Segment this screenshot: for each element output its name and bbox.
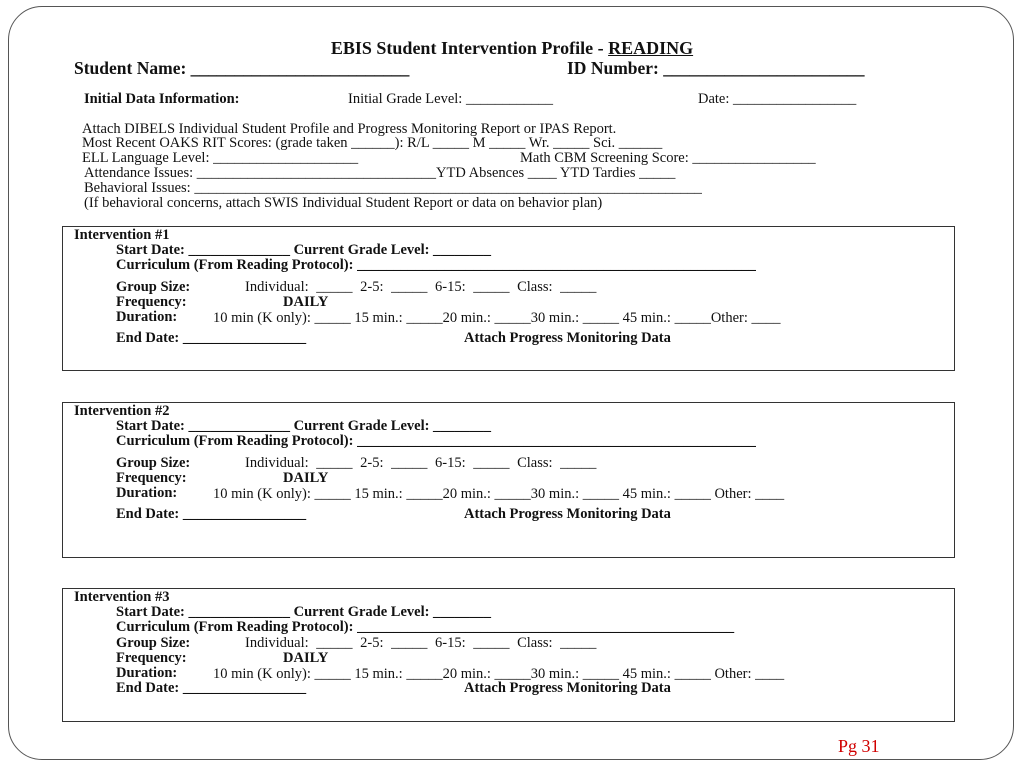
initial-data-label: Initial Data Information: <box>84 91 240 107</box>
group-size-options: Individual: _____ 2-5: _____ 6-15: _____ Class: _____ <box>245 279 597 295</box>
attach-progress-data: Attach Progress Monitoring Data <box>464 330 671 346</box>
start-date-line: Start Date: ______________ Current Grade Level: ________ <box>116 604 492 620</box>
intervention-box-3 <box>62 588 955 722</box>
title-main: EBIS Student Intervention Profile - <box>330 38 609 58</box>
group-size-label: Group Size: <box>116 635 191 651</box>
intervention-heading: Intervention #3 <box>74 589 170 605</box>
id-number-field: ID Number: _______________________ <box>567 58 865 78</box>
student-name-field: Student Name: _________________________ <box>74 58 410 78</box>
behavioral-line: Behavioral Issues: ______________________________________________________________________ <box>84 180 702 196</box>
frequency-label: Frequency: <box>116 470 187 486</box>
title-subject: READING <box>608 38 694 58</box>
start-date-line: Start Date: ______________ Current Grade Level: ________ <box>116 418 492 434</box>
initial-grade-field: Initial Grade Level: ____________ <box>348 91 553 107</box>
oaks-scores-line: Most Recent OAKS RIT Scores: (grade taken ______): R/L _____ M _____ Wr. _____ Sci. ______ <box>82 135 663 151</box>
duration-options: 10 min (K only): _____ 15 min.: _____20 min.: _____30 min.: _____ 45 min.: _____ Other: ____ <box>213 666 785 682</box>
intervention-heading: Intervention #2 <box>74 403 170 419</box>
duration-label: Duration: <box>116 665 178 681</box>
duration-options: 10 min (K only): _____ 15 min.: _____20 min.: _____30 min.: _____ 45 min.: _____Other: ____ <box>213 310 781 326</box>
group-size-label: Group Size: <box>116 455 191 471</box>
ell-level-field: ELL Language Level: ____________________ <box>82 150 359 166</box>
frequency-value: DAILY <box>283 294 329 310</box>
attach-progress-data: Attach Progress Monitoring Data <box>464 506 671 522</box>
document-title <box>0 38 1024 59</box>
frequency-value: DAILY <box>283 470 329 486</box>
end-date-line: End Date: _________________ <box>116 680 307 696</box>
curriculum-line: Curriculum (From Reading Protocol): _______________________________________________________ <box>116 433 756 449</box>
intervention-box-1 <box>62 226 955 371</box>
duration-options: 10 min (K only): _____ 15 min.: _____20 min.: _____30 min.: _____ 45 min.: _____ Other: ____ <box>213 486 785 502</box>
group-size-label: Group Size: <box>116 279 191 295</box>
end-date-line: End Date: _________________ <box>116 506 307 522</box>
frequency-value: DAILY <box>283 650 329 666</box>
initial-date-field: Date: _________________ <box>698 91 857 107</box>
intervention-heading: Intervention #1 <box>74 227 170 243</box>
duration-label: Duration: <box>116 485 178 501</box>
intervention-box-2 <box>62 402 955 558</box>
math-cbm-field: Math CBM Screening Score: _________________ <box>520 150 816 166</box>
curriculum-line: Curriculum (From Reading Protocol): ____________________________________________________ <box>116 619 735 635</box>
group-size-options: Individual: _____ 2-5: _____ 6-15: _____ Class: _____ <box>245 635 597 651</box>
frequency-label: Frequency: <box>116 294 187 310</box>
attach-dibels-line: Attach DIBELS Individual Student Profile and Progress Monitoring Report or IPAS Report. <box>82 121 617 137</box>
page-number: Pg 31 <box>838 736 880 756</box>
start-date-line: Start Date: ______________ Current Grade Level: ________ <box>116 242 492 258</box>
duration-label: Duration: <box>116 309 178 325</box>
frequency-label: Frequency: <box>116 650 187 666</box>
behavior-note: (If behavioral concerns, attach SWIS Individual Student Report or data on behavior plan) <box>84 195 603 211</box>
curriculum-line: Curriculum (From Reading Protocol): _______________________________________________________ <box>116 257 756 273</box>
attendance-line: Attendance Issues: _________________________________YTD Absences ____ YTD Tardies _____ <box>84 165 676 181</box>
group-size-options: Individual: _____ 2-5: _____ 6-15: _____ Class: _____ <box>245 455 597 471</box>
attach-progress-data: Attach Progress Monitoring Data <box>464 680 671 696</box>
end-date-line: End Date: _________________ <box>116 330 307 346</box>
